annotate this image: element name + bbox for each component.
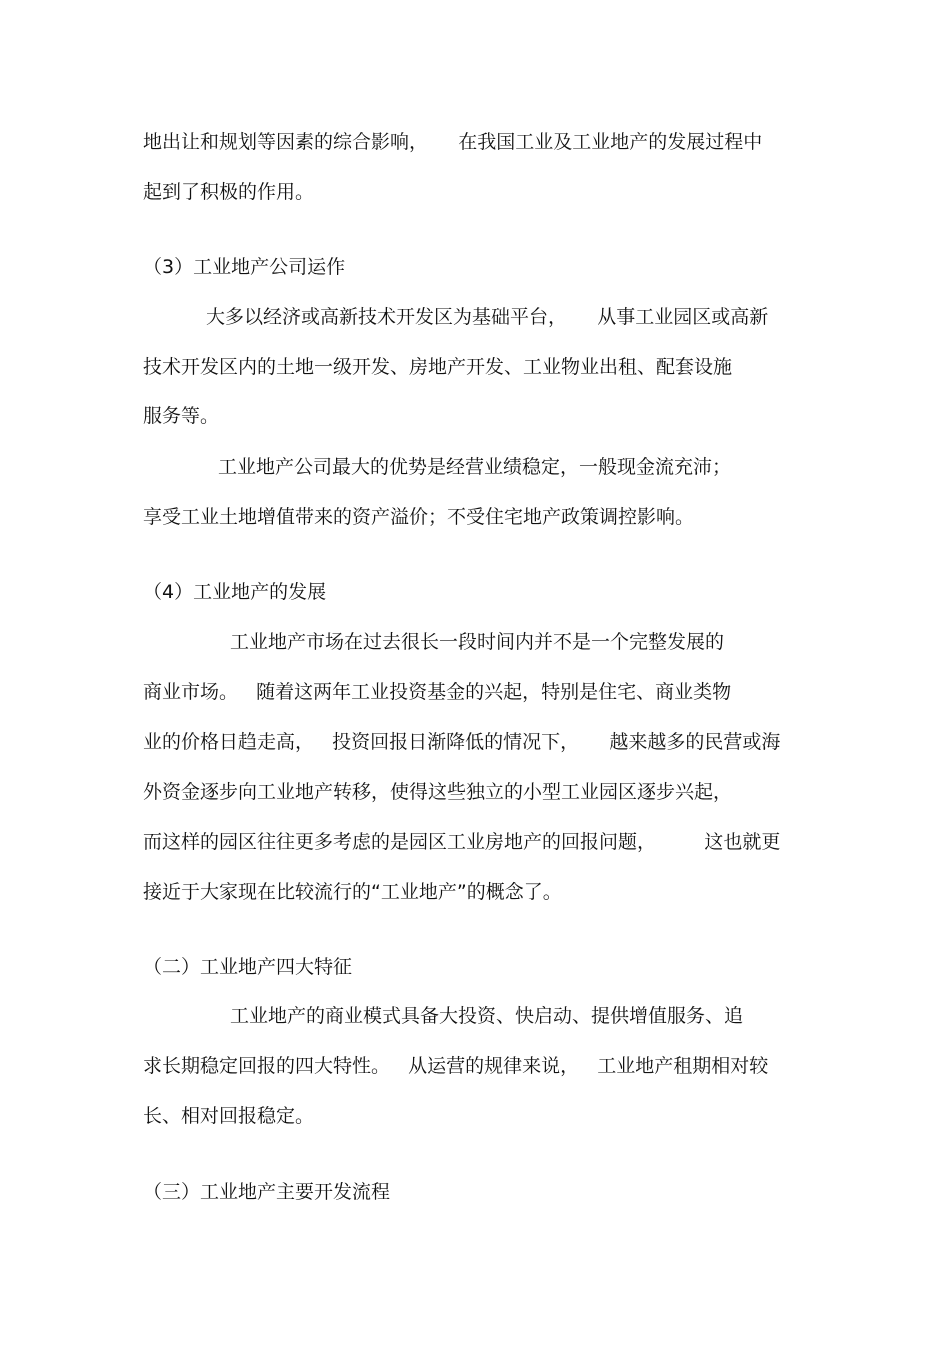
paragraph-line: 商业市场。 随着这两年工业投资基金的兴起，特别是住宅、商业类物 [143, 681, 732, 703]
paragraph-line: 接近于大家现在比较流行的“工业地产”的概念了。 [143, 881, 562, 903]
paragraph-line: 工业地产市场在过去很长一段时间内并不是一个完整发展的 [230, 631, 725, 653]
section-heading: （二）工业地产四大特征 [143, 956, 353, 978]
section-heading: （3）工业地产公司运作 [143, 256, 346, 278]
paragraph-line: 业的价格日趋走高， 投资回报日渐降低的情况下， 越来越多的民营或海 [143, 731, 781, 753]
paragraph-line: 长、相对回报稳定。 [143, 1105, 315, 1127]
paragraph-line: 享受工业土地增值带来的资产溢价；不受住宅地产政策调控影响。 [143, 506, 695, 528]
paragraph-line: 求长期稳定回报的四大特性。 从运营的规律来说， 工业地产租期相对较 [143, 1055, 769, 1077]
paragraph-line: 而这样的园区往往更多考虑的是园区工业房地产的回报问题， 这也就更 [143, 831, 781, 853]
paragraph-line: 起到了积极的作用。 [143, 181, 315, 203]
paragraph-line: 服务等。 [143, 405, 220, 427]
paragraph-line: 外资金逐步向工业地产转移，使得这些独立的小型工业园区逐步兴起， [143, 781, 733, 803]
paragraph-line: 地出让和规划等因素的综合影响， 在我国工业及工业地产的发展过程中 [143, 131, 763, 153]
section-heading: （三）工业地产主要开发流程 [143, 1181, 391, 1203]
paragraph-line: 工业地产公司最大的优势是经营业绩稳定，一般现金流充沛； [218, 456, 732, 478]
paragraph-line: 工业地产的商业模式具备大投资、快启动、提供增值服务、追 [230, 1005, 744, 1027]
paragraph-line: 大多以经济或高新技术开发区为基础平台， 从事工业园区或高新 [206, 306, 769, 328]
paragraph-line: 技术开发区内的土地一级开发、房地产开发、工业物业出租、配套设施 [143, 356, 733, 378]
section-heading: （4）工业地产的发展 [143, 581, 327, 603]
